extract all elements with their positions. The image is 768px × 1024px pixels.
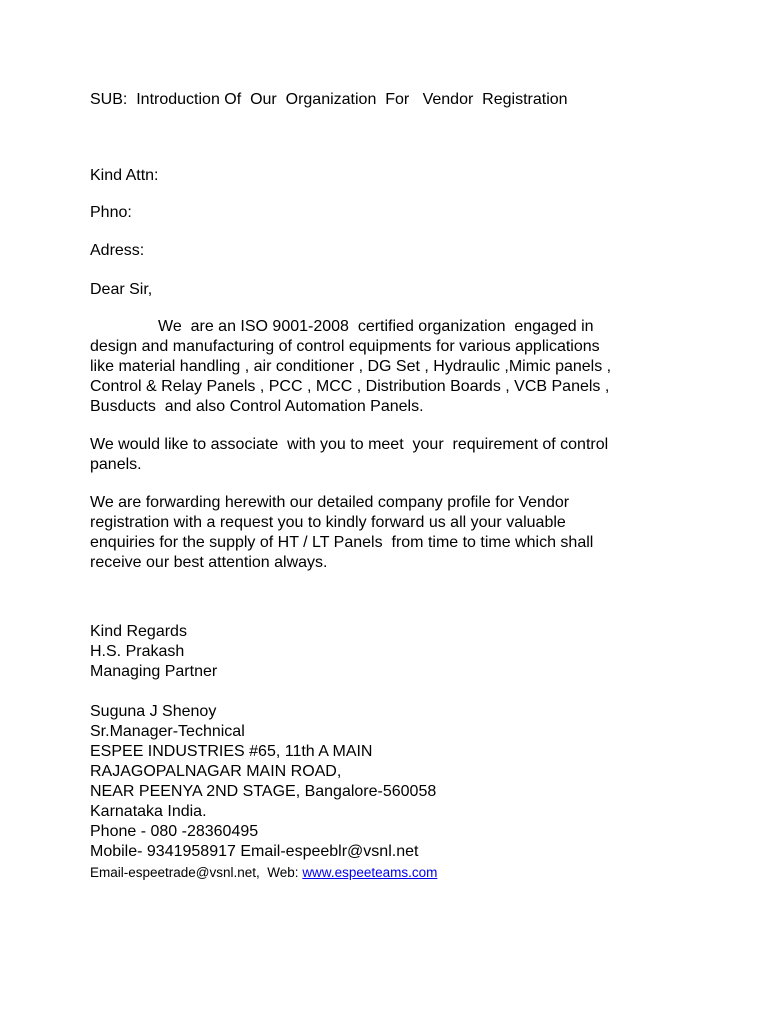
paragraph-1-line: design and manufacturing of control equipments for various applications: [90, 338, 600, 355]
address-label: Adress:: [90, 242, 145, 259]
contact-phone: Phone - 080 -28360495: [90, 823, 259, 840]
salutation: Dear Sir,: [90, 281, 153, 298]
address-line: ESPEE INDUSTRIES #65, 11th A MAIN: [90, 743, 373, 760]
contact-mobile-email: Mobile- 9341958917 Email-espeeblr@vsnl.net: [90, 843, 419, 860]
website-link[interactable]: www.espeeteams.com: [302, 865, 438, 880]
footer-email: Email-espeetrade@vsnl.net, Web:: [90, 865, 303, 880]
paragraph-2-line: panels.: [90, 456, 142, 473]
paragraph-2-line: We would like to associate with you to meet your requirement of control: [90, 436, 609, 453]
paragraph-3-line: enquiries for the supply of HT / LT Panels from time to time which shall: [90, 534, 594, 551]
paragraph-3-line: registration with a request you to kindly forward us all your valuable: [90, 514, 566, 531]
paragraph-1-line: like material handling , air conditioner , DG Set , Hydraulic ,Mimic panels ,: [90, 358, 612, 375]
paragraph-3-line: We are forwarding herewith our detailed company profile for Vendor: [90, 494, 570, 511]
paragraph-1-line: Control & Relay Panels , PCC , MCC , Distribution Boards , VCB Panels ,: [90, 378, 610, 395]
address-line: NEAR PEENYA 2ND STAGE, Bangalore-560058: [90, 783, 437, 800]
footer-line: [90, 864, 437, 882]
paragraph-1-line: We are an ISO 9001-2008 certified organization engaged in: [158, 318, 594, 335]
phone-label: Phno:: [90, 204, 132, 221]
signatory-title: Managing Partner: [90, 663, 218, 680]
address-line: Karnataka India.: [90, 803, 207, 820]
contact-name: Suguna J Shenoy: [90, 703, 217, 720]
signatory-name: H.S. Prakash: [90, 643, 185, 660]
closing-regards: Kind Regards: [90, 623, 187, 640]
address-line: RAJAGOPALNAGAR MAIN ROAD,: [90, 763, 342, 780]
contact-title: Sr.Manager-Technical: [90, 723, 245, 740]
paragraph-3-line: receive our best attention always.: [90, 554, 328, 571]
subject-line: SUB: Introduction Of Our Organization For Vendor Registration: [90, 91, 568, 108]
kind-attn-label: Kind Attn:: [90, 167, 159, 184]
paragraph-1-line: Busducts and also Control Automation Panels.: [90, 398, 424, 415]
